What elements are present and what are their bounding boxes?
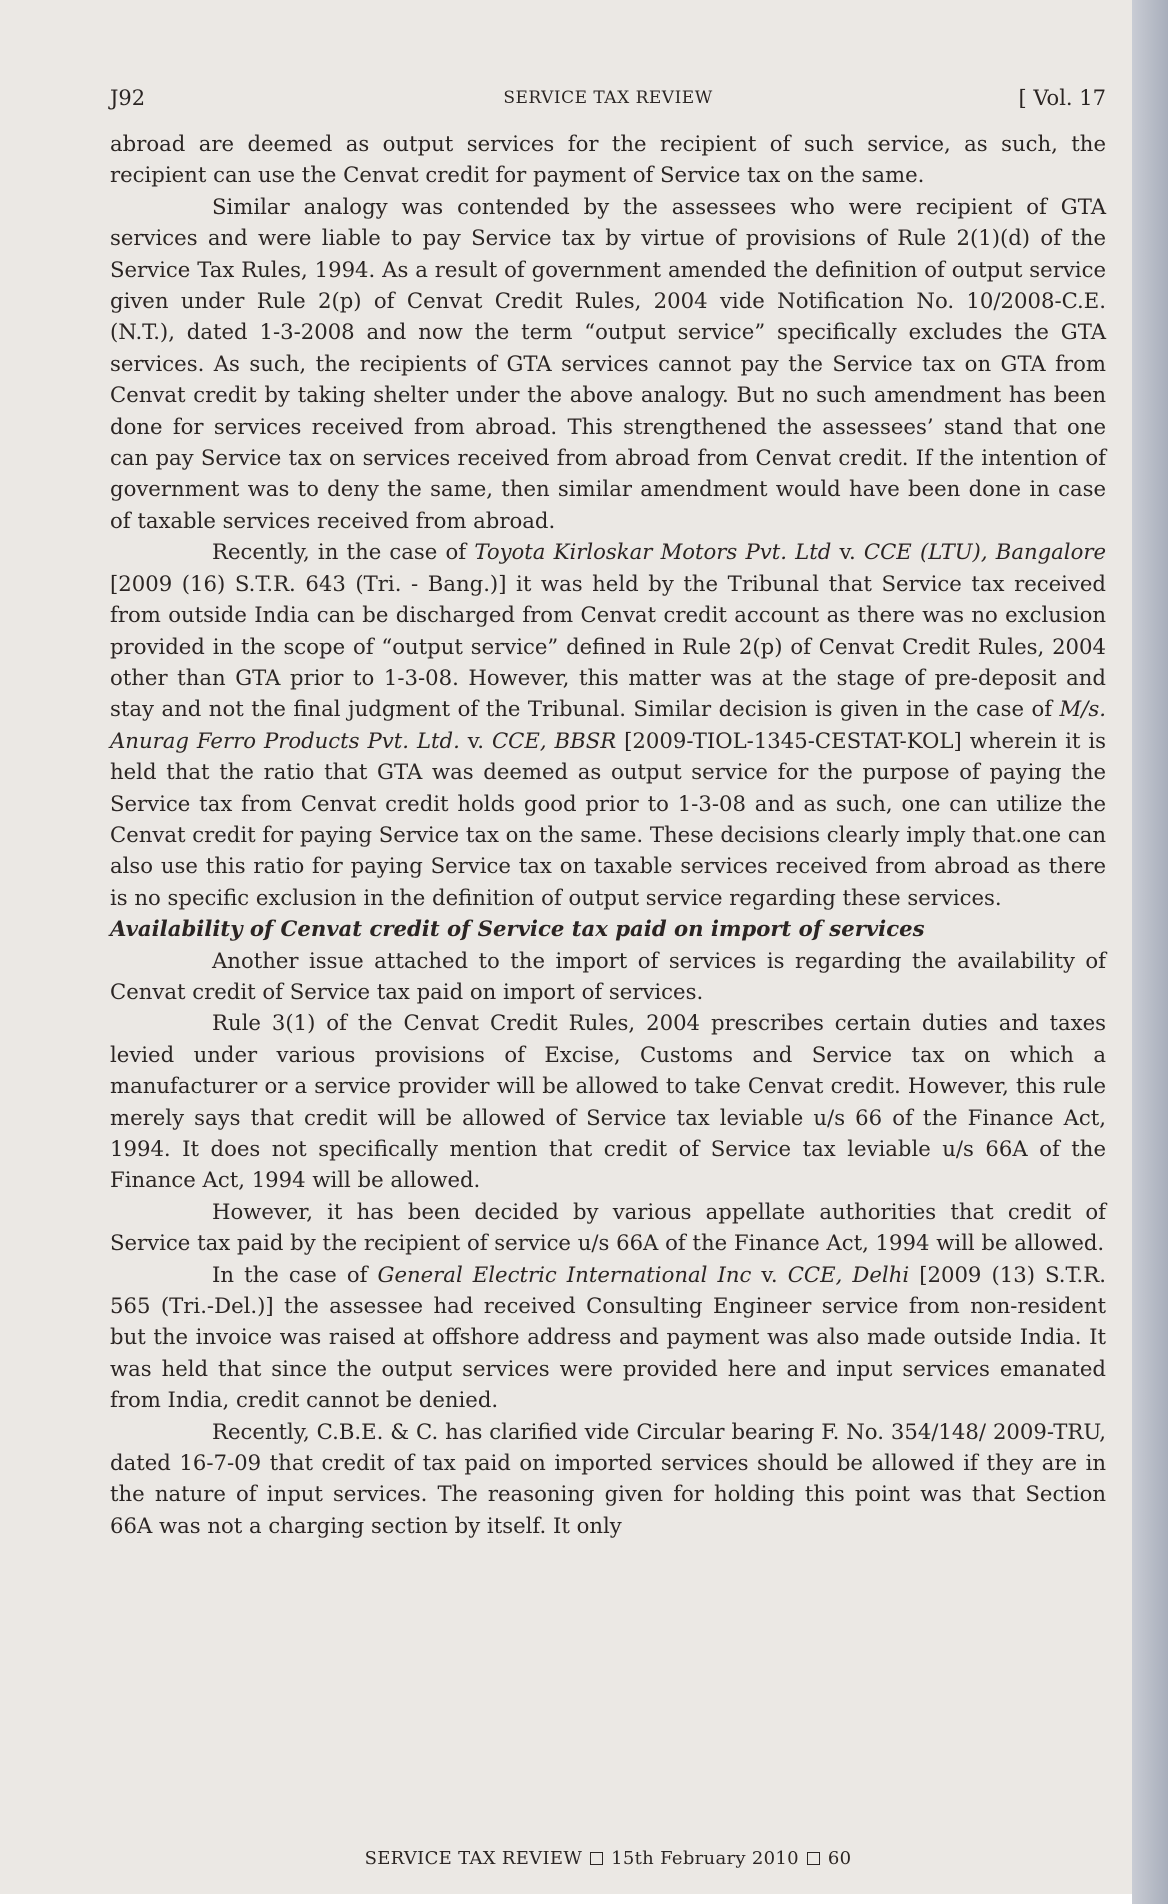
text-run: Rule 3(1) of the Cenvat Credit Rules, 2004 prescribes certain duties and taxes levied under various provisions of Excise, Customs and Service tax on which a manufacturer or a service provider will be allowed to take Cenvat credit. However, this rule merely says that credit will be allowed of Service tax leviable u/s 66 of the Finance Act, 1994. It does not specifically mention that credit of Service tax leviable u/s 66A of the Finance Act, 1994 will be allowed. — [110, 1010, 1106, 1193]
paragraph — [110, 1007, 1106, 1195]
running-footer — [110, 1848, 1106, 1869]
text-run: Availability of Cenvat credit of Service tax paid on import of services — [110, 916, 925, 942]
paragraph — [110, 1259, 1106, 1416]
text-run: Recently, in the case of — [212, 539, 475, 565]
square-bullet-icon — [590, 1852, 603, 1865]
running-header — [110, 86, 1106, 122]
text-run: v. — [831, 539, 864, 565]
text-run: Recently, C.B.E. & C. has clarified vide Circular bearing F. No. 354/148/ 2009-TRU, dated 16-7-09 that credit of tax paid on imported services should be allowed if they are in the nature of input services. The reasoning given for holding this point was that Section 66A was not a charging section by itself. It only — [110, 1418, 1106, 1538]
paragraph — [110, 536, 1106, 913]
text-run: However, it has been decided by various appellate authorities that credit of Service tax paid by the recipient of service u/s 66A of the Finance Act, 1994 will be allowed. — [110, 1198, 1106, 1256]
case-name: CCE (LTU), Bangalore — [863, 539, 1106, 565]
section-heading — [110, 913, 1106, 944]
journal-title: SERVICE TAX REVIEW — [503, 88, 713, 108]
text-run: v. — [459, 727, 492, 753]
case-name: CCE, Delhi — [787, 1261, 910, 1287]
case-name: CCE, BBSR — [491, 727, 617, 753]
case-name: M/s. Anurag Ferro Products Pvt. Ltd. — [110, 696, 1106, 753]
paragraph — [110, 1196, 1106, 1259]
page-number: J92 — [110, 86, 146, 110]
text-run: In the case of — [212, 1261, 378, 1287]
text-run: [2009-TIOL-1345-CESTAT-KOL] wherein it is held that the ratio that GTA was deemed as output service for the purpose of paying the Service tax from Cenvat credit holds good prior to 1-3-08 and as such, one can utilize the Cenvat credit for paying Service tax on the same. These decisions clearly imply that.one can also use this ratio for paying Service tax on taxable services received from abroad as there is no specific exclusion in the definition of output service regarding these services. — [110, 727, 1106, 910]
text-run: [2009 (16) S.T.R. 643 (Tri. - Bang.)] it was held by the Tribunal that Service tax received from outside India can be discharged from Cenvat credit account as there was no exclusion provided in the scope of “output service” defined in Rule 2(p) of Cenvat Credit Rules, 2004 other than GTA prior to 1-3-08. However, this matter was at the stage of pre-deposit and stay and not the final judgment of the Tribunal. Similar decision is given in the case of — [110, 570, 1106, 722]
case-name: General Electric International Inc — [377, 1261, 752, 1287]
footer-journal: SERVICE TAX REVIEW — [364, 1848, 583, 1869]
paragraph — [110, 945, 1106, 1008]
paragraph — [110, 128, 1106, 191]
page-edge-shadow — [1132, 0, 1168, 1904]
volume-label: [ Vol. 17 — [1018, 86, 1106, 110]
text-run: v. — [751, 1261, 788, 1287]
paragraph — [110, 191, 1106, 536]
footer-page: 60 — [827, 1848, 852, 1869]
document-page — [110, 86, 1106, 1869]
article-body — [110, 128, 1106, 1541]
page-bottom-edge — [0, 1894, 1132, 1904]
paragraph — [110, 1416, 1106, 1542]
case-name: Toyota Kirloskar Motors Pvt. Ltd — [474, 539, 832, 565]
text-run: Another issue attached to the import of services is regarding the availability of Cenvat credit of Service tax paid on import of services. — [110, 947, 1106, 1004]
text-run: [2009 (13) S.T.R. 565 (Tri.-Del.)] the assessee had received Consulting Engineer service from non-resident but the invoice was raised at offshore address and payment was also made outside India. It was held that since the output services were provided here and input services emanated from India, credit cannot be denied. — [110, 1261, 1106, 1413]
footer-date: 15th February 2010 — [611, 1848, 799, 1869]
text-run: abroad are deemed as output services for the recipient of such service, as such, the recipient can use the Cenvat credit for payment of Service tax on the same. — [110, 131, 1106, 188]
square-bullet-icon — [807, 1852, 820, 1865]
text-run: Similar analogy was contended by the assessees who were recipient of GTA services and were liable to pay Service tax by virtue of provisions of Rule 2(1)(d) of the Service Tax Rules, 1994. As a result of government amended the definition of output service given under Rule 2(p) of Cenvat Credit Rules, 2004 vide Notification No. 10/2008-C.E. (N.T.), dated 1-3-2008 and now the term “output service” specifically excludes the GTA services. As such, the recipients of GTA services cannot pay the Service tax on GTA from Cenvat credit by taking shelter under the above analogy. But no such amendment has been done for services received from abroad. This strengthened the assessees’ stand that one can pay Service tax on services received from abroad from Cenvat credit. If the intention of government was to deny the same, then similar amendment would have been done in case of taxable services received from abroad. — [110, 193, 1106, 533]
